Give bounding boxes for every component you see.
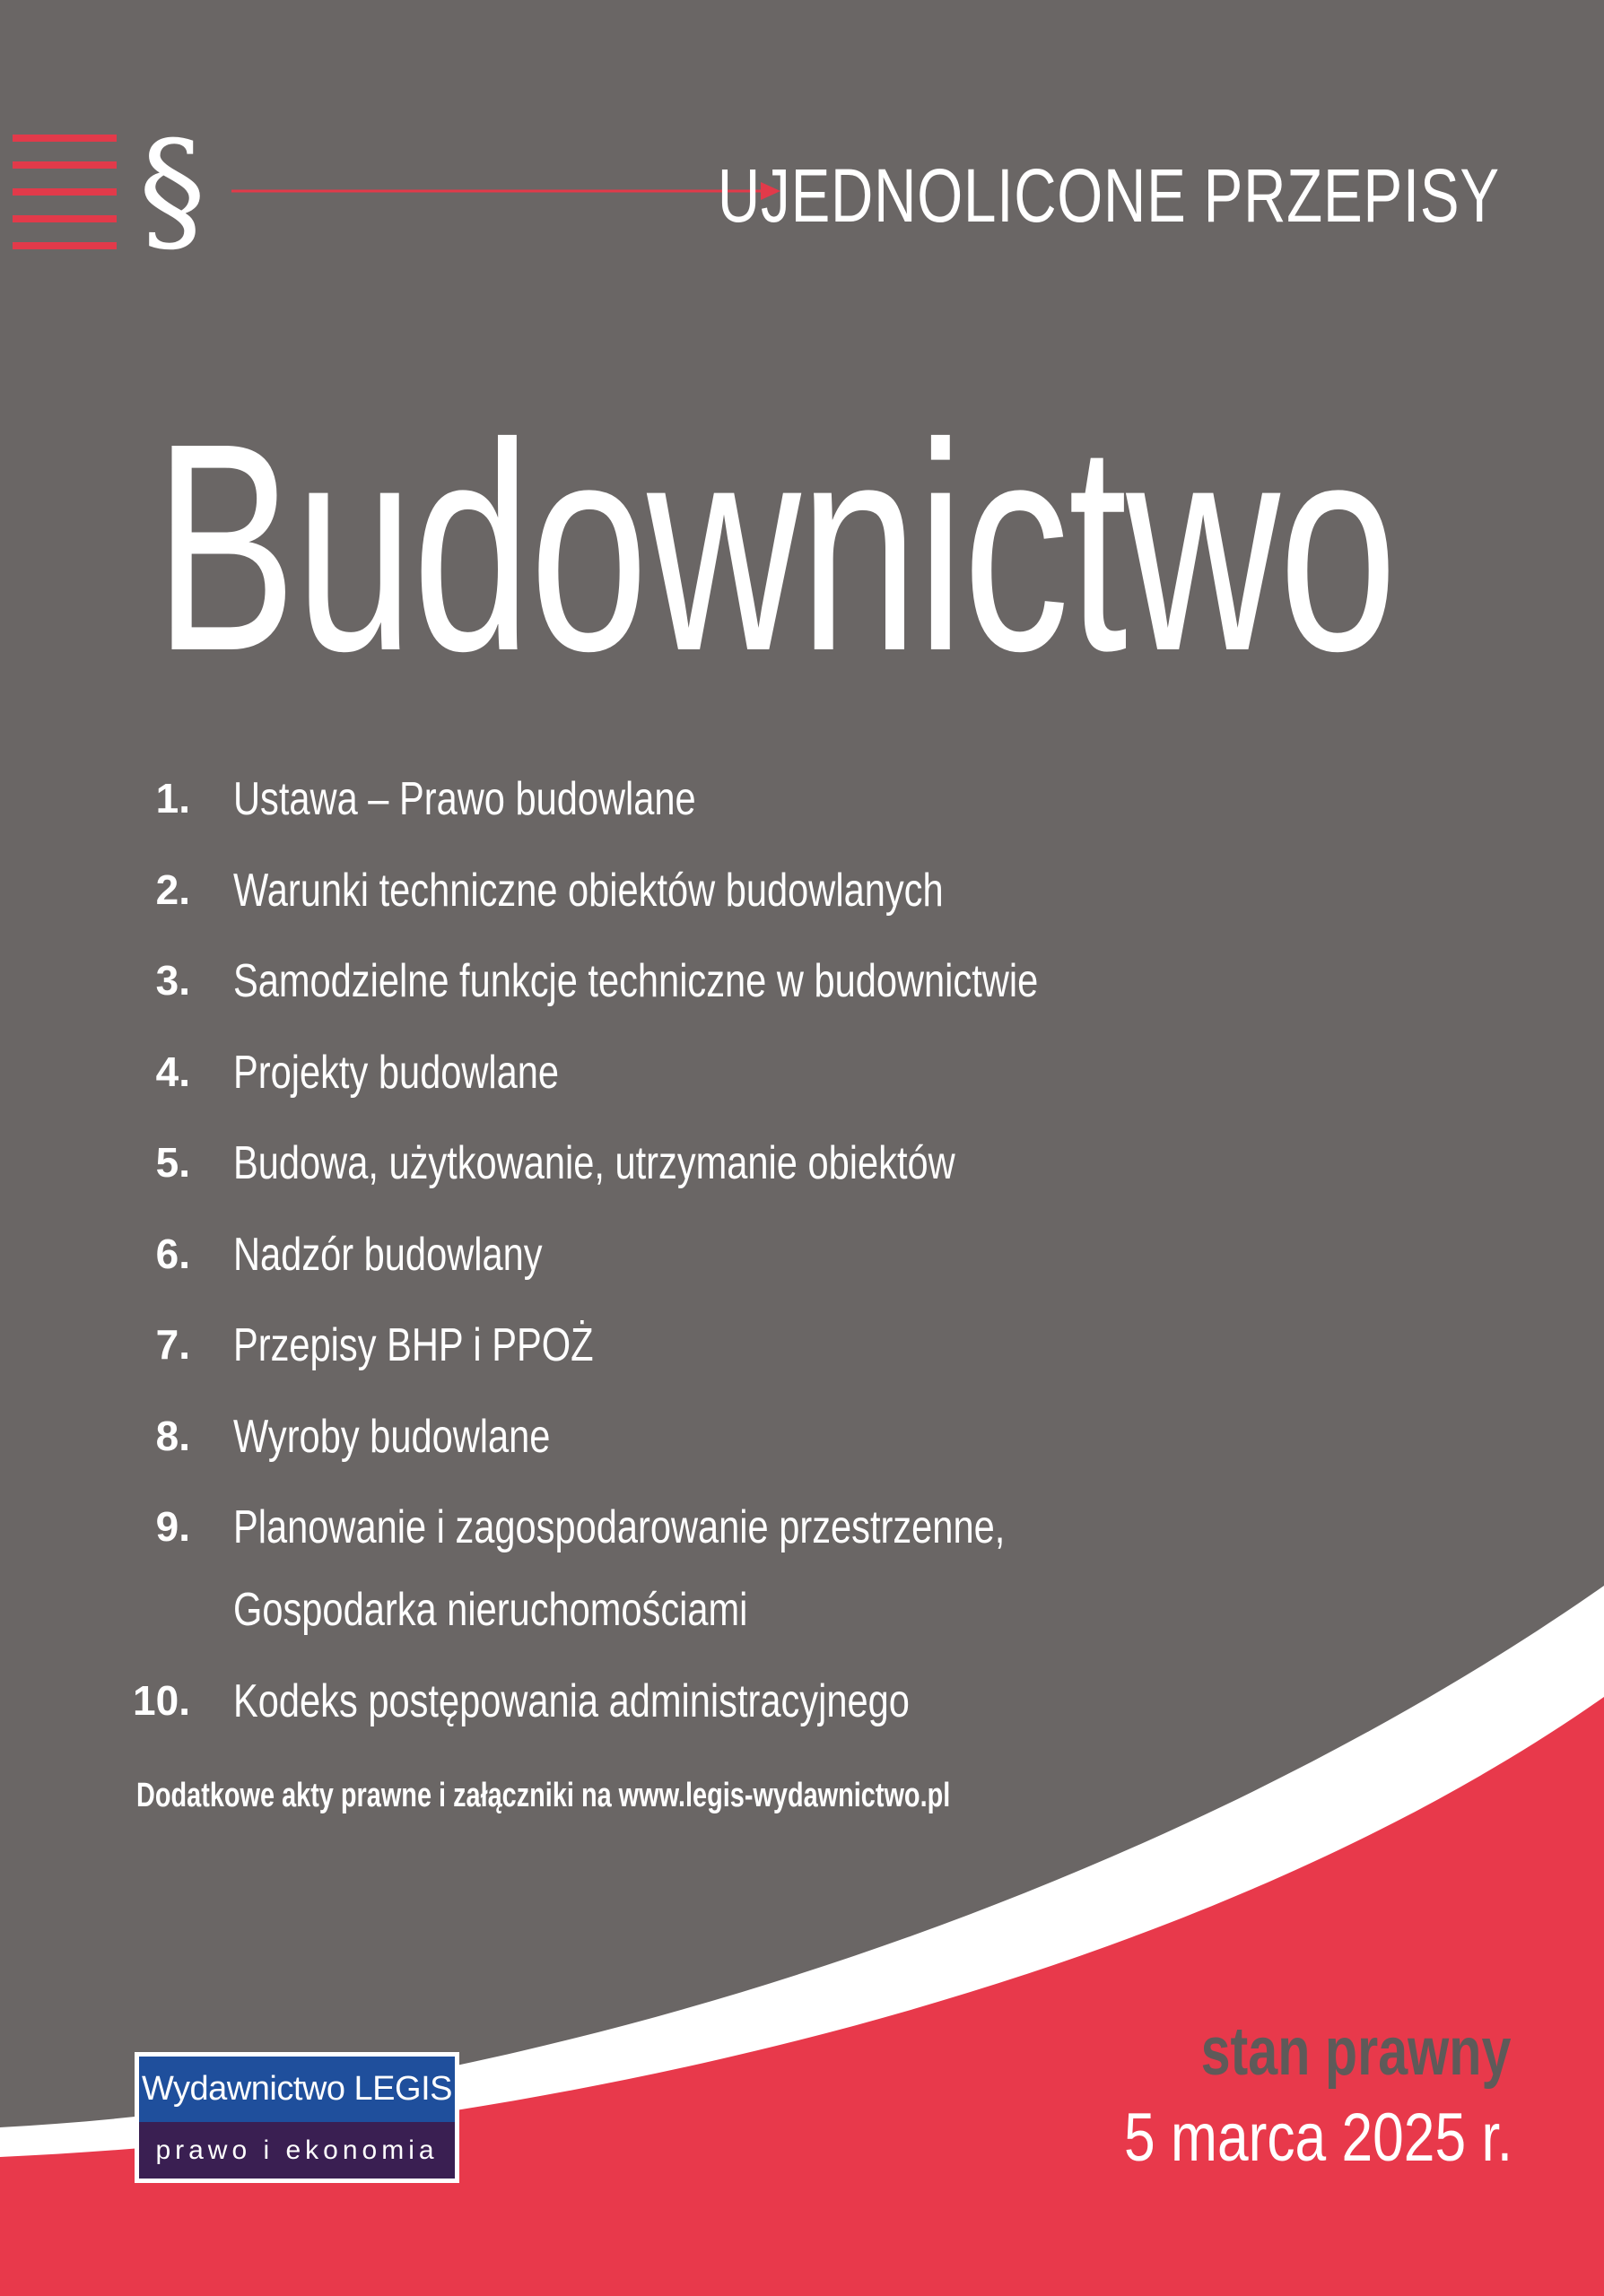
toc-item-number: 9. [155,1503,190,1550]
publisher-tagline: prawo i ekonomia [139,2122,455,2179]
table-of-contents [126,758,1382,1752]
toc-item-number: 1. [155,775,190,822]
toc-item-number: 4. [155,1048,190,1095]
toc-item-label: Warunki techniczne obiektów budowlanych [233,864,944,917]
publisher-name: Wydawnictwo LEGIS [139,2057,455,2122]
series-label: UJEDNOLICONE PRZEPISY [718,153,1500,238]
toc-item-number: 7. [155,1321,190,1368]
toc-item-number: 3. [155,957,190,1004]
arrow-right-icon [231,178,780,204]
toc-item-number: 10. [133,1677,190,1724]
toc-item-label: Kodeks postępowania administracyjnego [233,1675,910,1727]
toc-item-label: Nadzór budowlany [233,1228,543,1281]
decorative-lines-icon [13,135,117,253]
page-title: Budownictwo [154,381,1397,712]
toc-item-label: Planowanie i zagospodarowanie przestrzenne, Gospodarka nieruchomościami [233,1501,1006,1636]
toc-item [126,1122,1382,1213]
toc-item [126,1660,1382,1752]
toc-item [126,1213,1382,1305]
toc-item-label: Samodzielne funkcje techniczne w budownictwie [233,955,1039,1007]
toc-item [126,1304,1382,1396]
toc-item-label: Budowa, użytkowanie, utrzymanie obiektów [233,1137,955,1189]
additional-acts-note: Dodatkowe akty prawne i załączniki na www.legis-wydawnictwo.pl [136,1777,951,1814]
toc-item-number: 5. [155,1139,190,1186]
toc-item-label: Przepisy BHP i PPOŻ [233,1319,594,1371]
toc-item-label: Ustawa – Prawo budowlane [233,773,696,825]
toc-item [126,940,1382,1031]
publisher-logo [135,2052,459,2183]
toc-item [126,1031,1382,1123]
legal-state-label: stan prawny [1200,2013,1511,2090]
toc-item-label: Wyroby budowlane [233,1410,551,1463]
toc-item-number: 6. [155,1230,190,1277]
legal-state-date: 5 marca 2025 r. [1123,2100,1512,2176]
toc-item-number: 8. [155,1412,190,1459]
toc-item [126,1486,1382,1660]
toc-item [126,758,1382,849]
toc-item [126,1396,1382,1487]
toc-item [126,849,1382,941]
toc-item-number: 2. [155,865,190,913]
toc-item-label: Projekty budowlane [233,1046,560,1099]
paragraph-sign-icon: § [138,113,206,269]
